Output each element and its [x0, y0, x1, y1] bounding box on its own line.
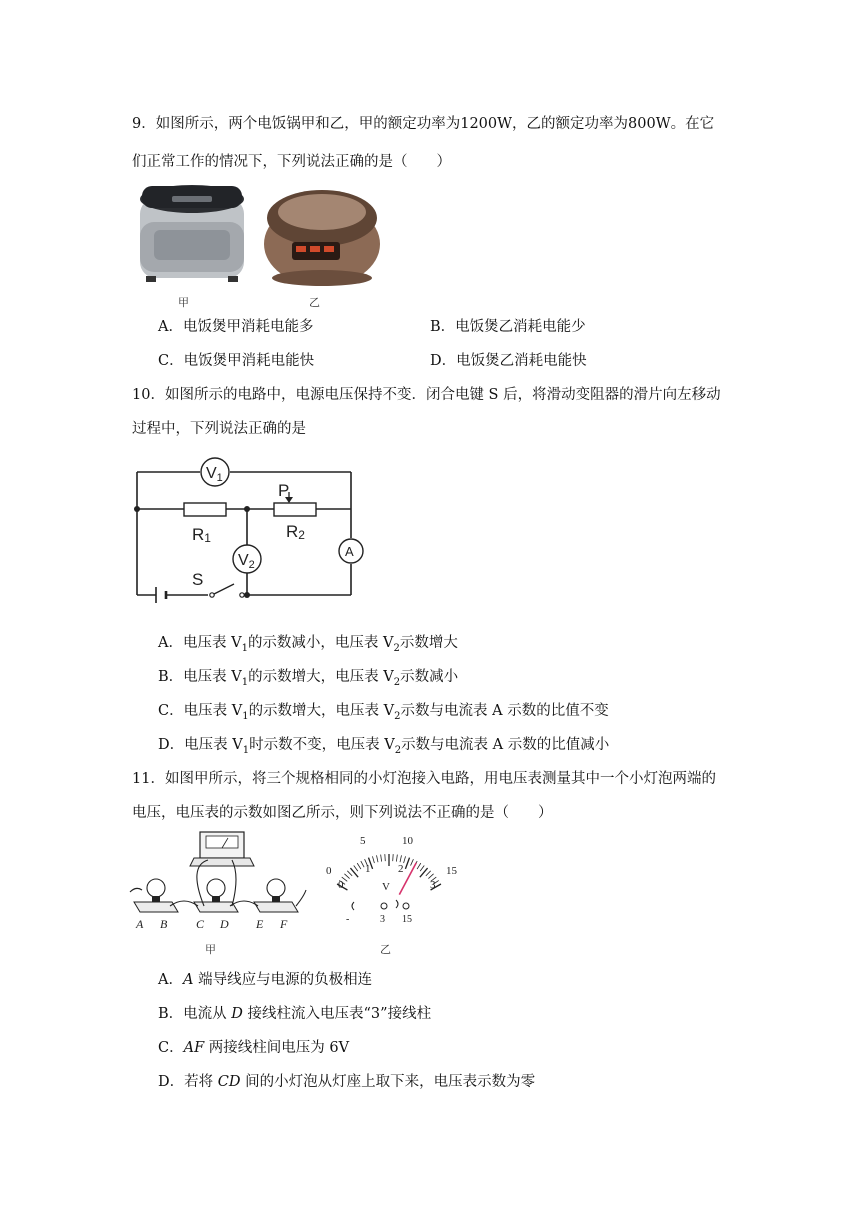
q11-stem-line2: 电压，电压表的示数如图乙所示，则下列说法不正确的是（ ）: [132, 805, 553, 821]
post-minus: -: [346, 914, 350, 925]
q9-rice-cookers-figure: [132, 172, 392, 312]
q10-option-d: D．电压表 $V_1$时示数不变，电压表 $V_2$示数与电流表 A 示数的比值减小: [158, 737, 610, 756]
switch-icon: [214, 584, 234, 594]
dial-upper-15: 15: [446, 865, 457, 877]
resistor-r1: [184, 503, 226, 516]
dial-tick: [400, 855, 401, 862]
dial-lower-1: 1: [365, 863, 371, 875]
q11-caption-a: 甲: [205, 943, 216, 956]
bulb-cd-icon: [207, 879, 225, 897]
terminal-a: A: [136, 917, 144, 931]
post-15: 15: [402, 914, 412, 925]
terminal-d: D: [220, 917, 229, 931]
terminal-c: C: [196, 917, 205, 931]
rice-cooker-b: [264, 190, 380, 286]
q11-figure-b-voltmeter-dial: [318, 826, 468, 936]
dial-tick: [377, 855, 378, 862]
bulb-ab-icon: [147, 879, 165, 897]
label-r2: R2: [286, 522, 305, 542]
label-a: A: [345, 544, 354, 559]
q11-option-d: D．若将 CD 间的小灯泡从灯座上取下来，电压表示数为零: [158, 1074, 536, 1090]
rheostat-r2: [274, 503, 316, 516]
q11-option-c: C．AF 两接线柱间电压为 6V: [158, 1040, 350, 1056]
q10-option-b: B．电压表 $V_1$的示数增大，电压表 $V_2$示数减小: [158, 669, 459, 688]
dial-tick: [357, 863, 361, 869]
dial-tick: [381, 855, 382, 862]
label-r1: R1: [192, 525, 211, 545]
bulb-ef-icon: [267, 879, 285, 897]
q11-stem-line1: 11．如图甲所示，将三个规格相同的小灯泡接入电路，用电压表测量其中一个小灯泡两端的: [132, 771, 716, 787]
dial-upper-0: 0: [326, 865, 332, 877]
dial-upper-5: 5: [360, 835, 366, 847]
q9-option-c: C．电饭煲甲消耗电能快: [158, 353, 315, 369]
q11-option-b: B．电流从 D 接线柱流入电压表“3”接线柱: [158, 1006, 432, 1022]
q10-circuit-diagram: [128, 452, 364, 608]
dial-lower-3: 3: [430, 879, 436, 891]
dial-tick: [354, 865, 358, 871]
dial-unit: V: [382, 881, 390, 893]
dial-lower-2: 2: [398, 863, 404, 875]
dial-tick: [361, 861, 364, 867]
q9-caption-a: 甲: [178, 296, 189, 309]
dial-tick: [347, 871, 352, 876]
q9-stem-line1: 9．如图所示，两个电饭锅甲和乙，甲的额定功率为1200W，乙的额定功率为800W。在它: [132, 116, 715, 132]
terminal-e: E: [256, 917, 264, 931]
dial-tick: [344, 874, 349, 879]
dial-tick: [404, 856, 406, 863]
q11-option-a: A．A 端导线应与电源的负极相连: [158, 972, 373, 988]
q10-stem-line2: 过程中，下列说法正确的是: [132, 421, 306, 437]
q11-figure-a-bulbs: [128, 826, 308, 936]
dial-lower-0: 0: [338, 879, 344, 891]
dial-tick: [426, 871, 431, 876]
dial-tick: [372, 856, 374, 863]
dial-tick: [428, 874, 433, 879]
q9-option-d: D．电饭煲乙消耗电能快: [430, 353, 587, 369]
post-minus-hook-icon: [352, 902, 354, 910]
q9-caption-b: 乙: [309, 296, 320, 309]
q11-caption-b: 乙: [380, 943, 391, 956]
q10-option-c: C．电压表 $V_1$的示数增大，电压表 $V_2$示数与电流表 A 示数的比值不变: [158, 703, 609, 722]
label-v1: V1: [206, 465, 223, 484]
q9-option-a: A．电饭煲甲消耗电能多: [158, 319, 314, 335]
rice-cooker-a: [140, 185, 244, 282]
dial-tick: [417, 863, 421, 869]
q9-option-b: B．电饭煲乙消耗电能少: [430, 319, 586, 335]
q9-stem-line2: 们正常工作的情况下，下列说法正确的是（ ）: [132, 154, 451, 170]
dial-tick: [420, 865, 424, 871]
label-p: P: [278, 481, 290, 500]
dial-tick: [396, 855, 397, 862]
q10-stem-line1: 10．如图所示的电路中，电源电压保持不变．闭合电键 S 后，将滑动变阻器的滑片向左移动: [132, 387, 721, 403]
dial-upper-10: 10: [402, 835, 413, 847]
dial-tick: [405, 858, 409, 869]
label-s: S: [192, 570, 204, 589]
label-v2: V2: [238, 552, 255, 571]
terminal-f: F: [280, 917, 288, 931]
q10-option-a: A．电压表 $V_1$的示数减小，电压表 $V_2$示数增大: [158, 635, 458, 654]
terminal-b: B: [160, 917, 168, 931]
dial-tick: [411, 859, 414, 865]
post-3: 3: [380, 914, 385, 925]
